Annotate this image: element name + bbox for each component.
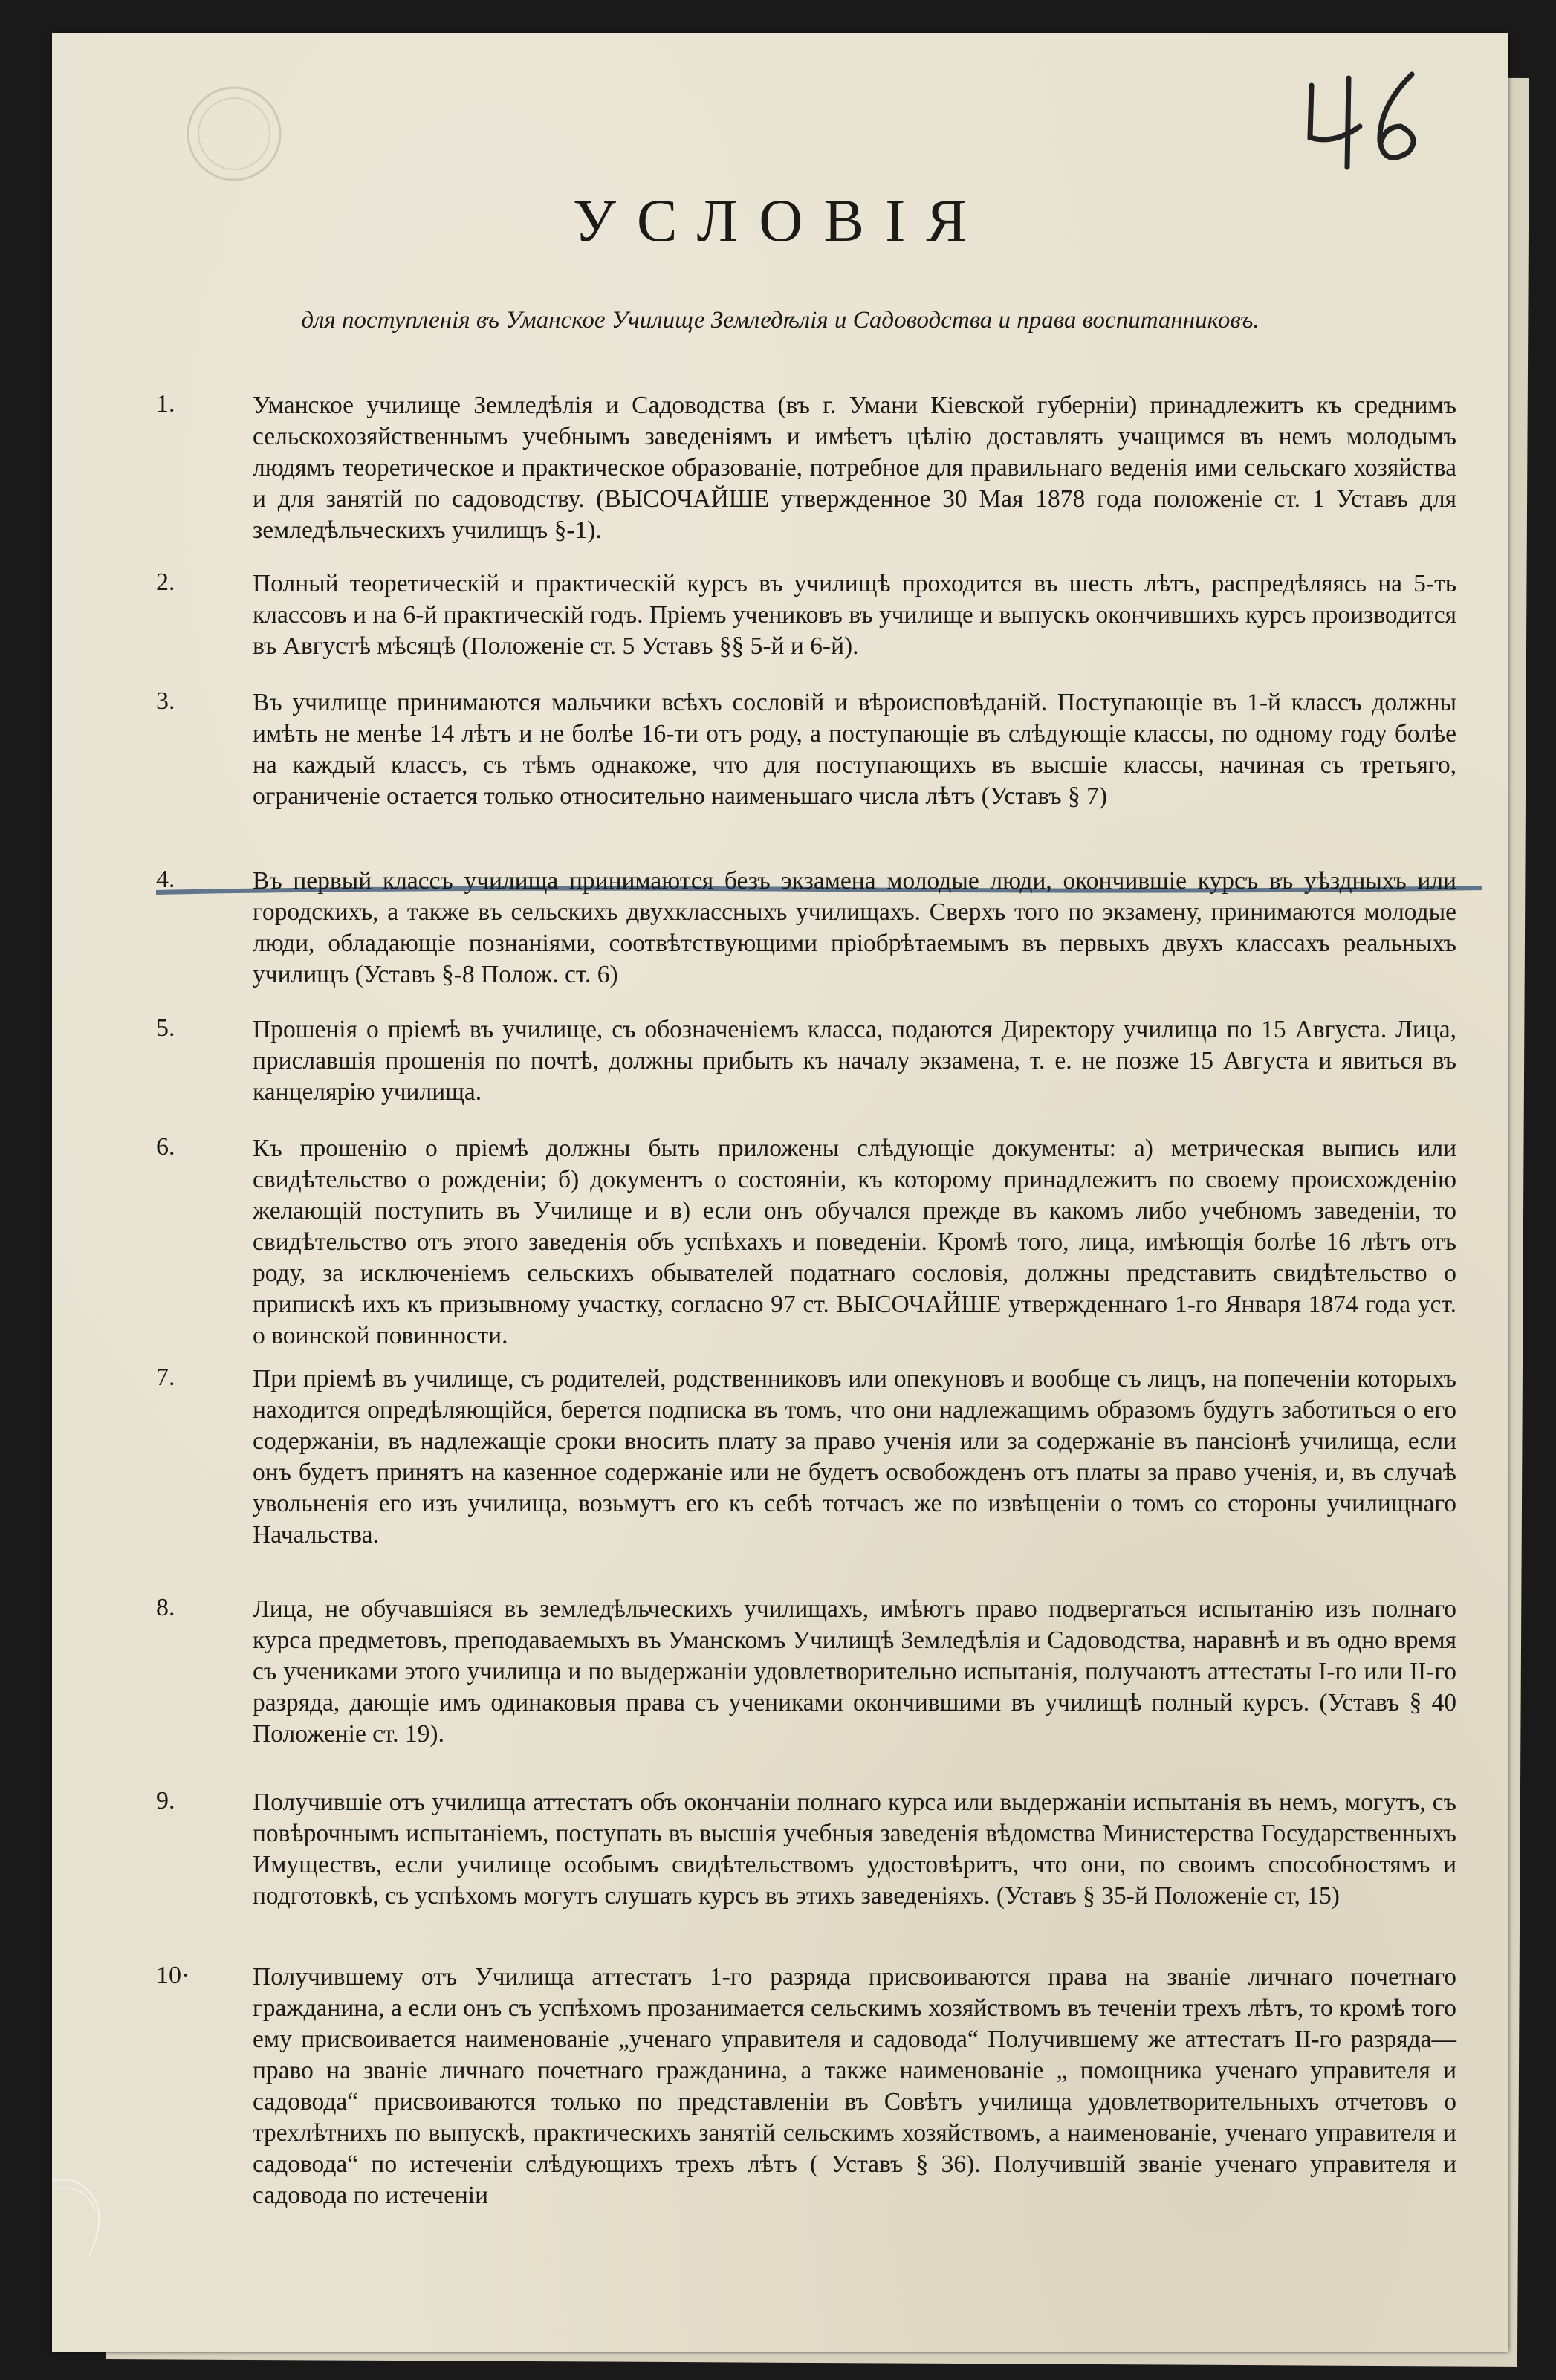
clause-number: 5. <box>156 1014 175 1042</box>
clause-text: Лица, не обучавшіяся въ земледѣльческихъ училищахъ, имѣютъ право подвергаться испытанію изъ полнаго курса предметовъ, преподаваемыхъ въ Уманскомъ Училищѣ Земледѣлія и Садоводства, наравнѣ и въ одно время съ учениками этого училища и по выдержаніи удовлетворительно испытанія, получаютъ аттестаты I-го или II-го разряда, дающіе имъ одинаковыя права съ учениками окончившими въ училищѣ полный курсъ. (Уставъ § 40 Положеніе ст. 19). <box>253 1595 1456 1748</box>
clause-text: Полный теоретическій и практическій курсъ въ училищѣ проходится въ шесть лѣтъ, распредѣляясь на 5-ть классовъ и на 6-й практическій годъ. Пріемъ учениковъ въ училище и выпускъ окончившихъ курсъ производится въ Августѣ мѣсяцѣ (Положеніе ст. 5 Уставъ §§ 5-й и 6-й). <box>253 570 1456 660</box>
clause-text: Получившіе отъ училища аттестатъ объ окончаніи полнаго курса или выдержаніи испытанія въ немъ, могутъ, съ повѣрочнымъ испытаніемъ, поступать въ высшія учебныя заведенія вѣдомства Министерства Государственныхъ Имуществъ, если училище особымъ свидѣтельствомъ удостовѣритъ, что они, по своимъ способностямъ и подготовкѣ, съ успѣхомъ могутъ слушать курсъ въ этихъ заведеніяхъ. (Уставъ § 35-й Положеніе ст, 15) <box>253 1789 1456 1910</box>
clause-text: Получившему отъ Училища аттестатъ 1-го разряда присвоиваются права на званіе личнаго почетнаго гражданина, а если онъ съ успѣхомъ прозанимается сельскимъ хозяйствомъ въ теченіи трехъ лѣтъ, то кромѣ того ему присвоивается наименованіе „ученаго управителя и садовода“ Получившему же аттестатъ II-го разряда—право на званіе личнаго почетнаго гражданина, а также наименованіе „ помощника ученаго управителя и садовода“ присвоиваются только по представленіи въ Совѣтъ училища удовлетворительныхъ отчетовъ о трехлѣтнихъ по выпускѣ, практическихъ занятій сельскимъ хозяйствомъ, а наименованіе, ученаго управителя и садовода“ по истеченіи слѣдующихъ трехъ лѣтъ ( Уставъ § 36). Получившій званіе ученаго управителя и садовода по истеченіи <box>253 1963 1456 2209</box>
clause-text: Прошенія о пріемѣ въ училище, съ обозначеніемъ класса, подаются Директору училища по 15 Августа. Лица, приславшія прошенія по почтѣ, должны прибыть къ началу экзамена, т. е. не позже 15 Августа и явиться въ канцелярію училища. <box>253 1016 1456 1106</box>
folio-number-drawing <box>1289 56 1438 175</box>
clause-text: Къ прошенію о пріемѣ должны быть приложены слѣдующіе документы: а) метрическая выпись или свидѣтельство о рожденіи; б) документъ о состояніи, къ которому принадлежитъ по своему происхожденію желающій поступить въ Училище и в) если онъ обучался прежде въ какомъ либо учебномъ заведеніи, то свидѣтельство отъ этого заведенія объ успѣхахъ и поведеніи. Кромѣ того, лица, имѣющія болѣе 16 лѣтъ отъ роду, за исключеніемъ сельскихъ обывателей податнаго сословія, должны представить свидѣтельство о припискѣ ихъ къ призывному участку, согласно 97 ст. ВЫСОЧАЙШЕ утвержденнаго 1-го Января 1874 года уст. о воинской повинности. <box>253 1135 1456 1349</box>
clause-number: 1. <box>156 390 175 418</box>
page-subtitle: для поступленія въ Уманское Училище Земледѣлія и Садоводства и права воспитанниковъ. <box>301 307 1260 334</box>
clause-number: 6. <box>156 1133 175 1161</box>
clause-text: Въ первый классъ училища принимаются безъ экзамена молодые люди, окончившіе курсъ въ уѣздныхъ или городскихъ, а также въ сельскихъ двухклассныхъ училищахъ. Сверхъ того по экзамену, принимаются молодые люди, обладающіе познаніями, соотвѣтствующими пріобрѣтаемымъ въ первыхъ двухъ классахъ реальныхъ училищъ (Уставъ §-8 Полож. ст. 6) <box>253 867 1456 988</box>
clause-number: 2. <box>156 568 175 596</box>
embossed-stamp <box>178 78 290 189</box>
binding-thread <box>52 2136 156 2285</box>
clause-number: 3. <box>156 687 175 715</box>
clause-text: Уманское училище Земледѣлія и Садоводства (въ г. Умани Кіевской губерніи) принадлежитъ къ среднимъ сельскохозяйственнымъ учебнымъ заведеніямъ и имѣетъ цѣлію доставлять учащимся въ немъ молодымъ людямъ теоретическое и практическое образованіе, потребное для правильнаго веденія ими сельскаго хозяйства и для занятій по садоводству. (ВЫСОЧАЙШЕ утвержденное 30 Мая 1878 года положеніе ст. 1 Уставъ для земледѣльческихъ училищъ §-1). <box>253 392 1456 544</box>
handwritten-folio-number <box>1289 56 1438 175</box>
clause-text: Въ училище принимаются мальчики всѣхъ сословій и вѣроисповѣданій. Поступающіе въ 1-й классъ должны имѣть не менѣе 14 лѣтъ и не болѣе 16-ти отъ роду, а поступающіе въ слѣдующіе классы, по одному году болѣе на каждый классъ, съ тѣмъ однакоже, что для поступающихъ въ высшіе классы, начиная съ третьяго, ограниченіе остается только относительно наименьшаго числа лѣтъ (Уставъ § 7) <box>253 689 1456 810</box>
clause-number: 10· <box>156 1962 190 1989</box>
page-title: УСЛОВІЯ <box>572 187 988 254</box>
clause-number: 8. <box>156 1594 175 1621</box>
clause-number: 7. <box>156 1364 175 1391</box>
document-page <box>52 33 1508 2352</box>
clause-text: При пріемѣ въ училище, съ родителей, родственниковъ или опекуновъ и вообще съ лицъ, на попеченіи которыхъ находится опредѣляющійся, берется подписка въ томъ, что они надлежащимъ образомъ будутъ заботиться о его содержаніи, въ надлежащіе сроки вносить плату за право ученія или за содержаніе въ пансіонѣ училища, если онъ будетъ принятъ на казенное содержаніе или не будетъ освобожденъ отъ платы за право ученія, и, въ случаѣ увольненія его изъ училища, возьмутъ его къ себѣ тотчасъ же по извѣщеніи о томъ со стороны училищнаго Начальства. <box>253 1365 1456 1549</box>
clause-number: 4. <box>156 866 175 893</box>
clause-number: 9. <box>156 1787 175 1815</box>
